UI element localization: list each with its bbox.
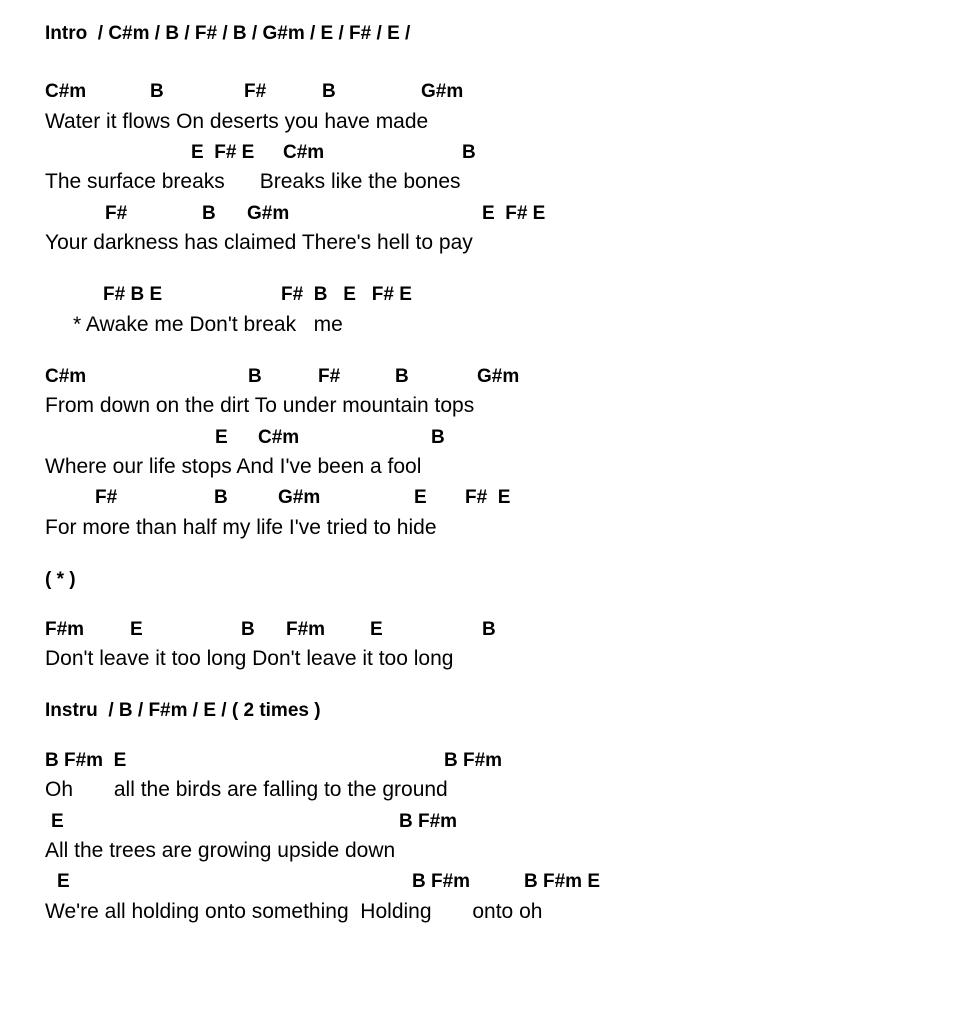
chord-label: B xyxy=(241,619,255,640)
chord-label: B xyxy=(322,81,336,102)
chord-label: B xyxy=(482,619,496,640)
lyric-line: Water it flows On deserts you have made xyxy=(45,110,429,133)
instru-line: Instru / B / F#m / E / ( 2 times ) xyxy=(45,700,321,721)
lyric-line: Oh all the birds are falling to the ground xyxy=(45,778,448,801)
intro-line: Intro / C#m / B / F# / B / G#m / E / F# / E / xyxy=(45,23,411,44)
chord-label: F# xyxy=(318,366,341,387)
chord-label: F# xyxy=(95,487,118,508)
chord-label: B xyxy=(150,81,164,102)
chord-label: C#m xyxy=(45,81,87,102)
chorus-reference: ( * ) xyxy=(45,569,76,590)
chord-label: F#m xyxy=(286,619,326,640)
chord-label: B xyxy=(202,203,216,224)
lyric-line: From down on the dirt To under mountain tops xyxy=(45,394,475,417)
chord-label: E xyxy=(51,811,64,832)
chord-label: B F#m E xyxy=(524,871,601,892)
chord-label: B xyxy=(462,142,476,163)
chord-label: F# xyxy=(244,81,267,102)
lyric-line: All the trees are growing upside down xyxy=(45,839,396,862)
chord-label: B F#m xyxy=(399,811,458,832)
lyric-line: The surface breaks Breaks like the bones xyxy=(45,170,461,193)
chord-label: E xyxy=(130,619,143,640)
chord-label: F#m xyxy=(45,619,85,640)
chord-label: C#m xyxy=(258,427,300,448)
lyric-line: We're all holding onto something Holding onto oh xyxy=(45,900,543,923)
chord-label: G#m xyxy=(477,366,520,387)
chord-label: C#m xyxy=(283,142,325,163)
lyric-line: * Awake me Don't break me xyxy=(73,313,343,336)
chord-label: B F#m E xyxy=(45,750,127,771)
chord-label: B xyxy=(248,366,262,387)
chord-label: E xyxy=(57,871,70,892)
chord-label: G#m xyxy=(421,81,464,102)
chord-label: B xyxy=(431,427,445,448)
chord-label: G#m xyxy=(247,203,290,224)
lyric-line: For more than half my life I've tried to hide xyxy=(45,516,437,539)
lyric-line: Your darkness has claimed There's hell to pay xyxy=(45,231,473,254)
chord-label: F# xyxy=(105,203,128,224)
lyric-line: Where our life stops And I've been a fool xyxy=(45,455,422,478)
chord-label: E xyxy=(370,619,383,640)
chord-label: G#m xyxy=(278,487,321,508)
chord-label: E xyxy=(414,487,427,508)
chord-label: E F# E xyxy=(482,203,546,224)
chord-label: F# B E F# E xyxy=(281,284,412,305)
chord-label: C#m xyxy=(45,366,87,387)
chord-label: F# B E xyxy=(103,284,163,305)
chord-label: B xyxy=(214,487,228,508)
chord-label: B F#m xyxy=(444,750,503,771)
lyric-line: Don't leave it too long Don't leave it too long xyxy=(45,647,454,670)
chord-label: E xyxy=(215,427,228,448)
chord-label: F# E xyxy=(465,487,511,508)
chord-label: E F# E xyxy=(191,142,255,163)
chord-label: B xyxy=(395,366,409,387)
chord-label: B F#m xyxy=(412,871,471,892)
